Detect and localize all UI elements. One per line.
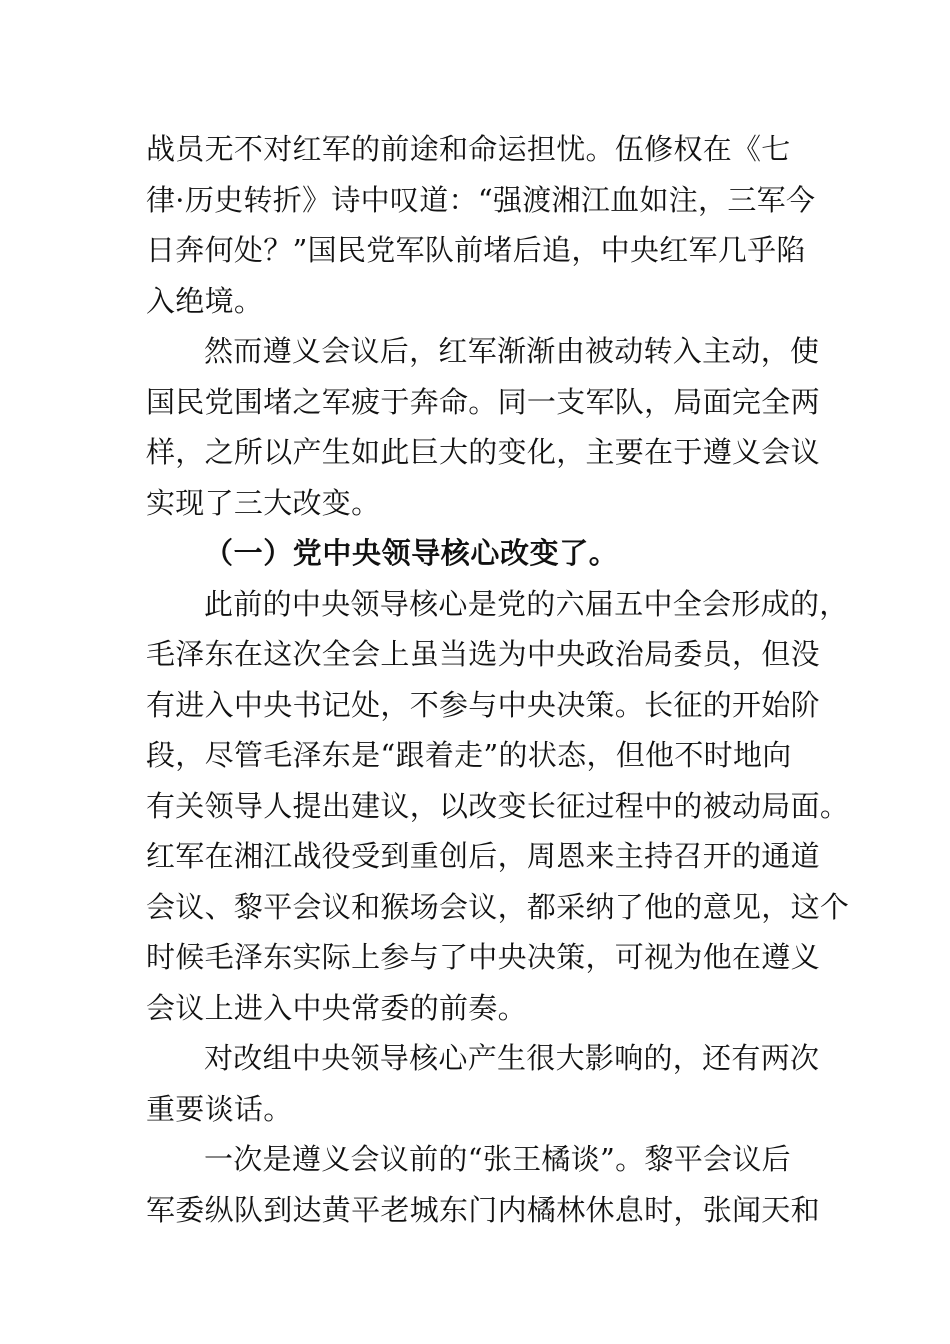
- text-line: 段，尽管毛泽东是“跟着走”的状态，但他不时地向: [146, 738, 792, 772]
- text-line: 此前的中央领导核心是党的六届五中全会形成的，: [204, 586, 849, 621]
- text-line: 国民党围堵之军疲于奔命。同一支军队，局面完全两: [146, 384, 820, 419]
- paragraph-1: [146, 124, 816, 326]
- paragraph-4: [146, 1033, 820, 1134]
- text-line: 红军在湘江战役受到重创后，周恩来主持召开的通道: [146, 839, 820, 873]
- text-line: 时候毛泽东实际上参与了中央决策，可视为他在遵义: [146, 940, 820, 974]
- text-line: 律·历史转折》诗中叹道：“强渡湘江血如注，三军今: [146, 182, 816, 217]
- text-line: 对改组中央领导核心产生很大影响的，还有两次: [204, 1041, 820, 1075]
- text-line: 会议、黎平会议和猴场会议，都采纳了他的意见，这个: [146, 889, 850, 924]
- text-line: 战员无不对红军的前途和命运担忧。伍修权在《七: [146, 132, 791, 166]
- text-line: 样，之所以产生如此巨大的变化，主要在于遵义会议: [146, 435, 820, 469]
- text-line: 实现了三大改变。: [146, 485, 381, 520]
- section-heading: [146, 528, 810, 579]
- text-line: 然而遵义会议后，红军渐渐由被动转入主动，使: [204, 334, 820, 368]
- paragraph-3: [146, 579, 850, 1034]
- text-line: 入绝境。: [146, 283, 264, 318]
- text-line: 有进入中央书记处，不参与中央决策。长征的开始阶: [146, 687, 820, 722]
- text-line: 日奔何处？”国民党军队前堵后追，中央红军几乎陷: [146, 233, 806, 267]
- document-page: [146, 124, 850, 1235]
- text-line: 有关领导人提出建议，以改变长征过程中的被动局面。: [146, 788, 850, 823]
- text-line: 毛泽东在这次全会上虽当选为中央政治局委员，但没: [146, 637, 820, 671]
- text-line: 一次是遵义会议前的“张王橘谈”。黎平会议后: [204, 1142, 791, 1176]
- text-line: 重要谈话。: [146, 1091, 293, 1126]
- paragraph-5: [146, 1134, 820, 1235]
- heading-line: （一）党中央领导核心改变了。: [204, 536, 619, 570]
- text-line: 军委纵队到达黄平老城东门内橘林休息时，张闻天和: [146, 1192, 820, 1227]
- paragraph-2: [146, 326, 820, 528]
- text-line: 会议上进入中央常委的前奏。: [146, 990, 527, 1025]
